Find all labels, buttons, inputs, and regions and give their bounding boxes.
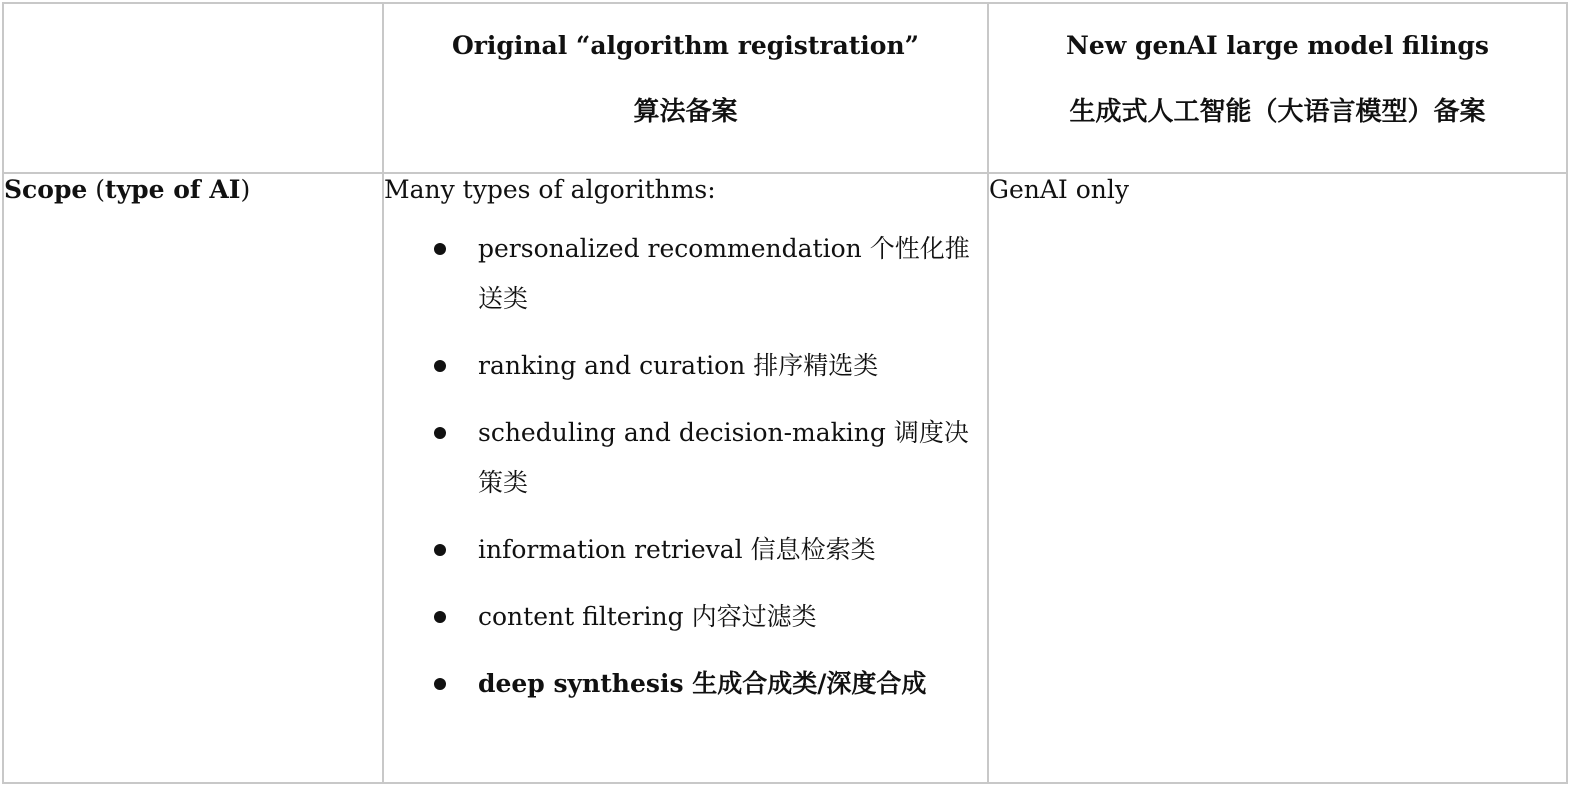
list-item xyxy=(384,408,987,508)
comparison-table xyxy=(2,2,1568,784)
bullet-icon xyxy=(434,360,446,372)
row-label-scope-bold: Scope xyxy=(4,175,88,204)
list-item xyxy=(384,592,987,642)
row-label-paren-close: ) xyxy=(240,175,251,204)
list-item xyxy=(384,525,987,575)
header-row xyxy=(3,3,1567,173)
header-algorithm-registration xyxy=(383,3,988,173)
header-genai-filings xyxy=(988,3,1567,173)
scope-row xyxy=(3,173,1567,783)
bullet-icon xyxy=(434,544,446,556)
bullet-icon xyxy=(434,611,446,623)
list-item-text: personalized recommendation 个性化推送类 xyxy=(478,234,970,313)
algorithm-scope-cell xyxy=(383,173,988,783)
list-item-text: information retrieval 信息检索类 xyxy=(478,535,876,564)
algorithm-intro: Many types of algorithms: xyxy=(384,175,716,204)
header-algorithm-registration-en: Original “algorithm registration” xyxy=(451,31,920,60)
list-item xyxy=(384,341,987,391)
header-genai-filings-en: New genAI large model filings xyxy=(1066,31,1489,60)
bullet-icon xyxy=(434,243,446,255)
list-item xyxy=(384,659,987,709)
bullet-icon xyxy=(434,678,446,690)
row-label-scope xyxy=(3,173,383,783)
list-item-text: scheduling and decision-making 调度决策类 xyxy=(478,418,969,497)
genai-scope-cell: GenAI only xyxy=(988,173,1567,783)
algorithm-types-list xyxy=(384,224,987,709)
list-item-text: ranking and curation 排序精选类 xyxy=(478,351,879,380)
row-label-type-bold: type of AI xyxy=(105,175,241,204)
list-item-text: content filtering 内容过滤类 xyxy=(478,602,817,631)
list-item xyxy=(384,224,987,324)
bullet-icon xyxy=(434,427,446,439)
header-empty-cell xyxy=(3,3,383,173)
list-item-text: deep synthesis 生成合成类/深度合成 xyxy=(478,669,927,698)
header-genai-filings-zh: 生成式人工智能（大语言模型）备案 xyxy=(1069,97,1486,127)
row-label-paren-open: ( xyxy=(87,175,106,204)
header-algorithm-registration-zh: 算法备案 xyxy=(633,97,738,127)
